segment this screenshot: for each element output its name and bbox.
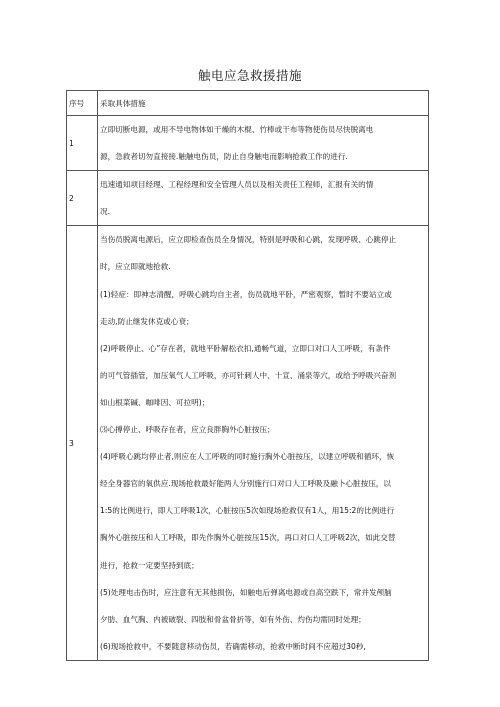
measure-line: 胸外心脏按压和人工呼吸，即先作胸外心脏按压15次，再口对口人工呼吸2次，如此交替 xyxy=(100,533,396,543)
row-measure xyxy=(98,226,429,661)
table-row xyxy=(67,226,429,661)
measure-line: ⑶心搏停止、呼吸存在者，应立良胖胸外心脏按压； xyxy=(100,425,275,435)
table-row xyxy=(67,116,429,171)
measure-line: 进行，抢救一定要坚持到底； xyxy=(100,560,199,570)
measure-line: 况. xyxy=(100,207,111,217)
row-number: 1 xyxy=(67,116,98,171)
row-measure xyxy=(98,171,429,226)
table-header-row xyxy=(67,91,429,116)
measure-line: 迅速通知项目经理、工程经理和安全管理人员以及相关责任工程师，汇报有关的情 xyxy=(100,180,374,190)
document-title: 触电应急救援措施 xyxy=(197,68,302,83)
measure-line: 如山根菜碱、咖啡因、可拉明)； xyxy=(100,397,210,407)
header-no: 序号 xyxy=(67,91,98,116)
row-number: 2 xyxy=(67,171,98,226)
measure-line: (2)呼吸停止、心”存在者，就地平卧解松衣扣,通畅气道，立即口对口人工呼吸，有条件 xyxy=(100,343,391,353)
measure-line: 走动,防止继发休克或心衰； xyxy=(100,316,194,326)
table-row xyxy=(67,171,429,226)
measure-line: 经全身器官的氧供应.现场抢救最好能两人分别施行口对口人工呼吸及融卜心脏按压，以 xyxy=(100,479,391,489)
measure-line: (5)处理电击伤时，应注意有无其他损伤，如触电后弹离电源或自高空跌下，常并发颅脑 xyxy=(100,587,392,597)
measures-table xyxy=(66,90,429,661)
row-number: 3 xyxy=(67,226,98,661)
measure-line: 时，应立即就地抢救. xyxy=(100,262,171,272)
measure-line: 1:5的比例进行，即人工呼吸1次，心脏按压5次如现场抢救仅有1人，用15:2的比例进行 xyxy=(100,506,395,516)
header-measures: 采取具体措施 xyxy=(98,91,429,116)
measure-line: (4)呼吸心跳均停止者,则应在人工呼吸的同时施行胸外心脏按压，以建立呼吸和循环，恢 xyxy=(100,452,395,462)
measure-line: 源，急救者切勿直接接.触触电伤员，防止自身触电而影响抢救工作的进行. xyxy=(100,152,348,162)
measure-line: 夕肪、血气胸、内被破裂、四肢和骨盆骨折等，如有外伤、灼伤均需同时处理； xyxy=(100,614,366,624)
table-body xyxy=(67,116,429,661)
row-measure xyxy=(98,116,429,171)
measure-line: (6)现场抢救中，不要随意移动伤员，若确需移动，抢救中断时间不应超过30秒, xyxy=(100,641,366,651)
measure-line: 立即切断电源，或用不导电物体如干燥的木棍、竹棒或干布等物使伤员尽快脱离电 xyxy=(100,125,374,134)
measure-line: 当伤员脱离电源后，应立即检查伤员全身情况，特别是呼吸和心跳，发现呼吸、心跳停止 xyxy=(100,235,397,245)
measure-line: (1)轻症：即神志清醒，呼吸心跳均自主者，伤员就地平卧，严密观察，暂时不要站立或 xyxy=(100,289,392,299)
measure-line: 的可气管插管，加压氧气人工呼吸，亦可针刺人中、十宣、涌泉等穴，或给予呼吸兴奋剂 xyxy=(100,370,397,380)
